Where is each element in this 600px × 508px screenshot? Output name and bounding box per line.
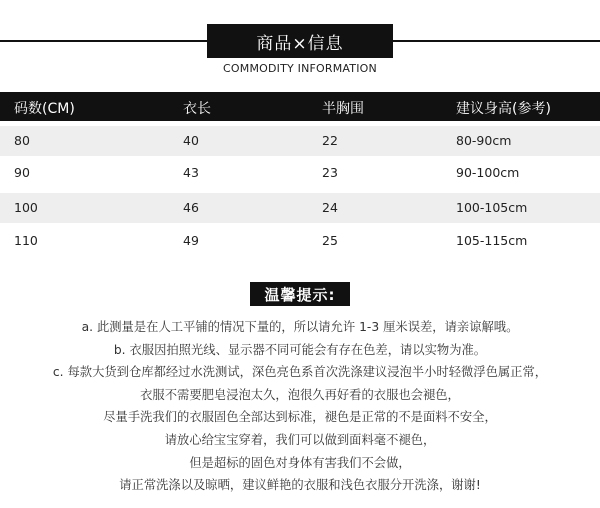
table-row [0, 126, 600, 156]
table-row [0, 158, 600, 188]
cell-length: 40 [183, 133, 199, 148]
table-row [0, 226, 600, 256]
cell-half-chest: 22 [322, 133, 338, 148]
tips-notes [0, 316, 600, 497]
cell-half-chest: 24 [322, 200, 338, 215]
cell-height: 90-100cm [456, 165, 520, 180]
note-line: 请放心给宝宝穿着，我们可以做到面料毫不褪色， [164, 432, 436, 447]
cell-length: 46 [183, 200, 199, 215]
note-line: b. 衣服因拍照光线、显示器不同可能会有存在色差，请以实物为准。 [113, 342, 487, 357]
cell-height: 80-90cm [456, 133, 512, 148]
cell-half-chest: 25 [322, 233, 338, 248]
cell-length: 49 [183, 233, 199, 248]
tips-title: 温馨提示: [250, 282, 350, 306]
note-line: c. 每款大货到仓库都经过水洗测试，深色亮色系首次洗涤建议浸泡半小时轻微浮色属正常， [52, 365, 548, 380]
cell-size: 110 [14, 233, 38, 248]
table-row [0, 193, 600, 223]
cell-length: 43 [183, 165, 199, 180]
cell-half-chest: 23 [322, 165, 338, 180]
note-line: 请正常洗涤以及晾晒，建议鲜艳的衣服和浅色衣服分开洗涤，谢谢! [119, 478, 481, 493]
cell-height: 105-115cm [456, 233, 528, 248]
cell-size: 80 [14, 133, 30, 148]
note-line: 衣服不需要肥皂浸泡太久，泡很久再好看的衣服也会褪色， [140, 387, 460, 402]
page-title: 商品×信息 [207, 24, 393, 58]
column-length: 衣长 [183, 101, 211, 117]
cell-height: 100-105cm [456, 200, 528, 215]
column-half-chest: 半胸围 [322, 101, 364, 117]
note-line: a. 此测量是在人工平铺的情况下量的，所以请允许 1-3 厘米误差，请亲谅解哦。 [81, 320, 519, 334]
note-line: 但是超标的固色对身体有害我们不会做， [189, 455, 411, 470]
cell-size: 100 [14, 200, 38, 215]
cell-size: 90 [14, 165, 30, 180]
column-recommended-height: 建议身高(参考) [456, 101, 551, 117]
note-line: 尽量手洗我们的衣服固色全部达到标准，褪色是正常的不是面料不安全， [103, 410, 497, 425]
page-subtitle: COMMODITY INFORMATION [223, 62, 377, 75]
size-table-header [0, 92, 600, 121]
column-size: 码数(CM) [14, 101, 75, 117]
